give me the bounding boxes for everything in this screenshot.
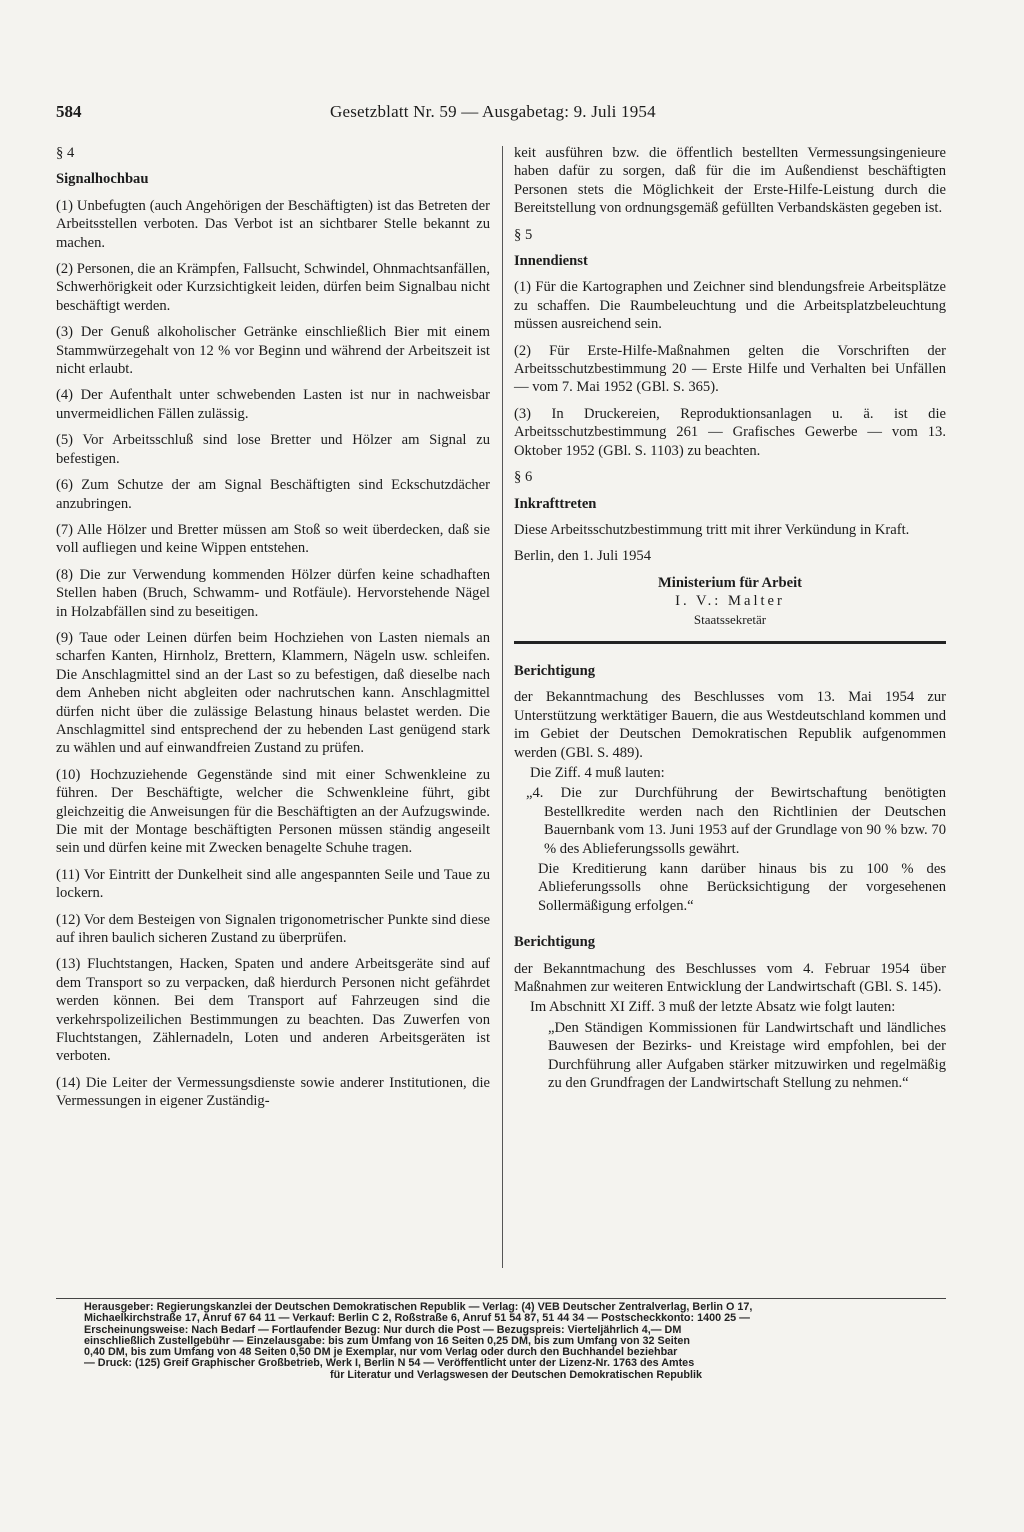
header-title: Gesetzblatt Nr. 59 — Ausgabetag: 9. Juli 1954 bbox=[330, 102, 656, 121]
footer-line-6: — Druck: (125) Greif Graphischer Großbetrieb, Werk I, Berlin N 54 — Veröffentlicht unter der Lizenz-Nr. 1763 des Amtes bbox=[84, 1357, 695, 1370]
ministry-name: Ministerium für Arbeit bbox=[657, 574, 803, 591]
section-6-text: Diese Arbeitsschutzbestimmung tritt mit ihrer Verkündung in Kraft. bbox=[514, 521, 910, 538]
section-4-number: § 4 bbox=[56, 145, 75, 161]
paragraph-7: (7) Alle Hölzer und Bretter müssen am Stoß so weit überdecken, daß sie voll aufliegen und keine Wippen entstehen. bbox=[56, 521, 490, 557]
footer-line-3: Erscheinungsweise: Nach Bedarf — Fortlaufender Bezug: Nur durch die Post — Bezugspreis: Vierteljährlich 4,— DM bbox=[84, 1323, 682, 1336]
correction-1-intro: der Bekanntmachung des Beschlusses vom 13. Mai 1954 zur Unterstützung werktätiger Bauern, die aus Westdeutschland kommen und im Gebiet der Deutschen Demokratischen Republik aufgenommen werden (GBl. S. 489). bbox=[514, 689, 946, 761]
paragraph-2: (2) Personen, die an Krämpfen, Fallsucht, Schwindel, Ohnmachtsanfällen, Schwerhörigkeit oder Kurzsichtigkeit leiden, dürfen beim Signalbau nicht beschäftigt werden. bbox=[56, 261, 490, 314]
signer-role: Staatssekretär bbox=[693, 611, 767, 627]
correction-1-title: Berichtigung bbox=[514, 662, 596, 679]
correction-1-instruction: Die Ziff. 4 muß lauten: bbox=[530, 764, 665, 781]
imprint-footer bbox=[84, 1302, 948, 1381]
correction-2-intro: der Bekanntmachung des Beschlusses vom 4. Februar 1954 über Maßnahmen zur weiteren Entwicklung der Landwirtschaft (GBl. S. 145). bbox=[514, 960, 946, 996]
footer-rule bbox=[56, 1298, 946, 1299]
section-5-paragraph-3: (3) In Druckereien, Reproduktionsanlagen u. ä. ist die Arbeitsschutzbestimmung 261 — Grafisches Gewerbe — vom 13. Oktober 1952 (GBl. S. 1103) zu beachten. bbox=[514, 405, 946, 459]
footer-line-7: für Literatur und Verlagswesen der Deutschen Demokratischen Republik bbox=[330, 1368, 702, 1381]
section-6-title: Inkrafttreten bbox=[514, 495, 597, 512]
paragraph-5: (5) Vor Arbeitsschluß sind lose Bretter und Hölzer am Signal zu befestigen. bbox=[56, 432, 490, 467]
page-number: 584 bbox=[56, 102, 82, 121]
footer-line-2: Michaelkirchstraße 17, Anruf 67 64 11 — Verkauf: Berlin C 2, Roßstraße 6, Anruf 51 54 87, 51 44 34 — Postscheckkonto: 1400 25 — bbox=[84, 1312, 750, 1325]
column-divider bbox=[502, 146, 503, 1268]
section-5-paragraph-1: (1) Für die Kartographen und Zeichner sind blendungsfreie Arbeitsplätze zu schaffen. Die Raumbeleuchtung und die Arbeitsplatzbeleuchtung müssen ausreichend sein. bbox=[514, 279, 946, 333]
paragraph-13: (13) Fluchtstangen, Hacken, Spaten und andere Arbeitsgeräte sind auf dem Transport so zu verpacken, daß hierdurch Personen nicht gefährdet werden können. Bei dem Transport auf Fahrzeugen sind die verkehrspolizeilichen Bestimmungen zu beachten. Das Zuwerfen von Fluchtstangen, Zählernadeln, Loten und anderen Arbeitsgeräten ist verboten. bbox=[56, 956, 490, 1065]
correction-2-title: Berichtigung bbox=[514, 934, 596, 951]
paragraph-3: (3) Der Genuß alkoholischer Getränke einschließlich Bier mit einem Stammwürzegehalt von 12 % vor Beginn und während der Arbeitszeit ist nicht erlaubt. bbox=[56, 324, 490, 378]
footer-line-5: 0,40 DM, bis zum Umfang von 48 Seiten 0,50 DM je Exemplar, nur vom Verlag oder durch den Buchhandel beziehbar bbox=[84, 1346, 678, 1359]
section-5-title: Innendienst bbox=[514, 253, 588, 270]
section-5-number: § 5 bbox=[514, 226, 533, 243]
page-header bbox=[56, 102, 956, 128]
right-column bbox=[514, 144, 946, 1100]
section-6-number: § 6 bbox=[514, 469, 533, 486]
correction-2-instruction: Im Abschnitt XI Ziff. 3 muß der letzte Absatz wie folgt lauten: bbox=[530, 999, 896, 1016]
footer-line-4: einschließlich Zustellgebühr — Einzelausgabe: bis zum Umfang von 16 Seiten 0,25 DM, bis zum Umfang von 32 Seiten bbox=[84, 1334, 690, 1347]
place-date: Berlin, den 1. Juli 1954 bbox=[514, 548, 652, 565]
correction-1-quote-1: „4. Die zur Durchführung der Bewirtschaftung benötigten Bestellkredite werden nach den Richtlinien der Deutschen Bauernbank vom 13. Juni 1953 auf der Grundlage von 90 % bzw. 70 % des Ablieferungssolls gewährt. bbox=[526, 785, 946, 857]
paragraph-6: (6) Zum Schutze der am Signal Beschäftigten sind Eckschutzdächer anzubringen. bbox=[56, 477, 490, 512]
section-4-title: Signalhochbau bbox=[56, 171, 149, 188]
paragraph-12: (12) Vor dem Besteigen von Signalen trigonometrischer Punkte sind diese auf ihren baulich sicheren Zustand zu überprüfen. bbox=[56, 911, 490, 947]
correction-1-quote-2: Die Kreditierung kann darüber hinaus bis zu 100 % des Ablieferungssolls ohne Berücksichtigung der vorgesehenen Sollermäßigung erfolgen.“ bbox=[538, 861, 946, 914]
paragraph-11: (11) Vor Eintritt der Dunkelheit sind alle angespannten Seile und Taue zu lockern. bbox=[56, 866, 490, 902]
paragraph-14: (14) Die Leiter der Vermessungsdienste sowie anderer Institutionen, die Vermessungen in eigener Zuständig- bbox=[56, 1074, 490, 1110]
correction-2-quote: „Den Ständigen Kommissionen für Landwirtschaft und ländliches Bauwesen der Bezirks- und Kreistage wird empfohlen, bei der Durchführung aller Aufgaben stärker mitzuwirken und regelmäßig zu den Grundfragen der Landwirtschaft Stellung zu nehmen.“ bbox=[548, 1019, 946, 1092]
footer-line-1: Herausgeber: Regierungskanzlei der Deutschen Demokratischen Republik — Verlag: (4) VEB Deutscher Zentralverlag, Berlin O 17, bbox=[84, 1301, 753, 1313]
paragraph-4: (4) Der Aufenthalt unter schwebenden Lasten ist nur in nachweisbar unvermeidlichen Fällen zulässig. bbox=[56, 387, 490, 422]
section-separator bbox=[514, 641, 946, 644]
signature-block bbox=[514, 574, 946, 629]
paragraph-9: (9) Taue oder Leinen dürfen beim Hochziehen von Lasten niemals an scharfen Kanten, Hirnholz, Brettern, Klammern, Nägeln usw. schleifen. Die Anschlagmittel sind an der Last so zu befestigen, daß dieselbe nach dem Anheben nicht abgleiten oder nachrutschen kann. Anschlagmittel dürfen nicht über die zulässige Belastung hinaus belastet werden. Die Anschlagmittel sind entsprechend der zu hebenden Last genügend stark zu wählen und auf einwandfreien Zustand zu prüfen. bbox=[56, 629, 490, 757]
left-column bbox=[56, 144, 490, 1119]
paragraph-8: (8) Die zur Verwendung kommenden Hölzer dürfen keine schadhaften Stellen haben (Bruch, Schwamm- und Rotfäule). Hervorstehende Nägel in Holzabfällen sind zu beseitigen. bbox=[56, 566, 490, 620]
paragraph-1: (1) Unbefugten (auch Angehörigen der Beschäftigten) ist das Betreten der Arbeitsstellen verboten. Das Verbot ist an sichtbarer Stelle bekannt zu machen. bbox=[56, 197, 490, 251]
section-5-paragraph-2: (2) Für Erste-Hilfe-Maßnahmen gelten die Vorschriften der Arbeitsschutzbestimmung 20 — Erste Hilfe und Verhalten bei Unfällen — vom 7. Mai 1952 (GBl. S. 365). bbox=[514, 342, 946, 396]
paragraph-10: (10) Hochzuziehende Gegenstände sind mit einer Schwenkleine zu führen. Der Beschäftigte, welcher die Schwenkleine führt, gibt gleichzeitig die Anweisungen für die Beschäftigten an der Aufzugswinde. Die mit der Montage beschäftigten Personen müssen ständig angeseilt sein und dürfen keine mit Zwecken benagelte Schuhe tragen. bbox=[56, 766, 490, 857]
signer-name: I. V.: Malter bbox=[675, 593, 785, 610]
continuation-text: keit ausführen bzw. die öffentlich bestellten Vermessungsingenieure haben dafür zu sorgen, daß für die im Außendienst beschäftigten Personen stets die Möglichkeit der Erste-Hilfe-Leistung durch die Bereitstellung von ordnungsgemäß gefüllten Verbandskästen gegeben ist. bbox=[514, 145, 946, 217]
